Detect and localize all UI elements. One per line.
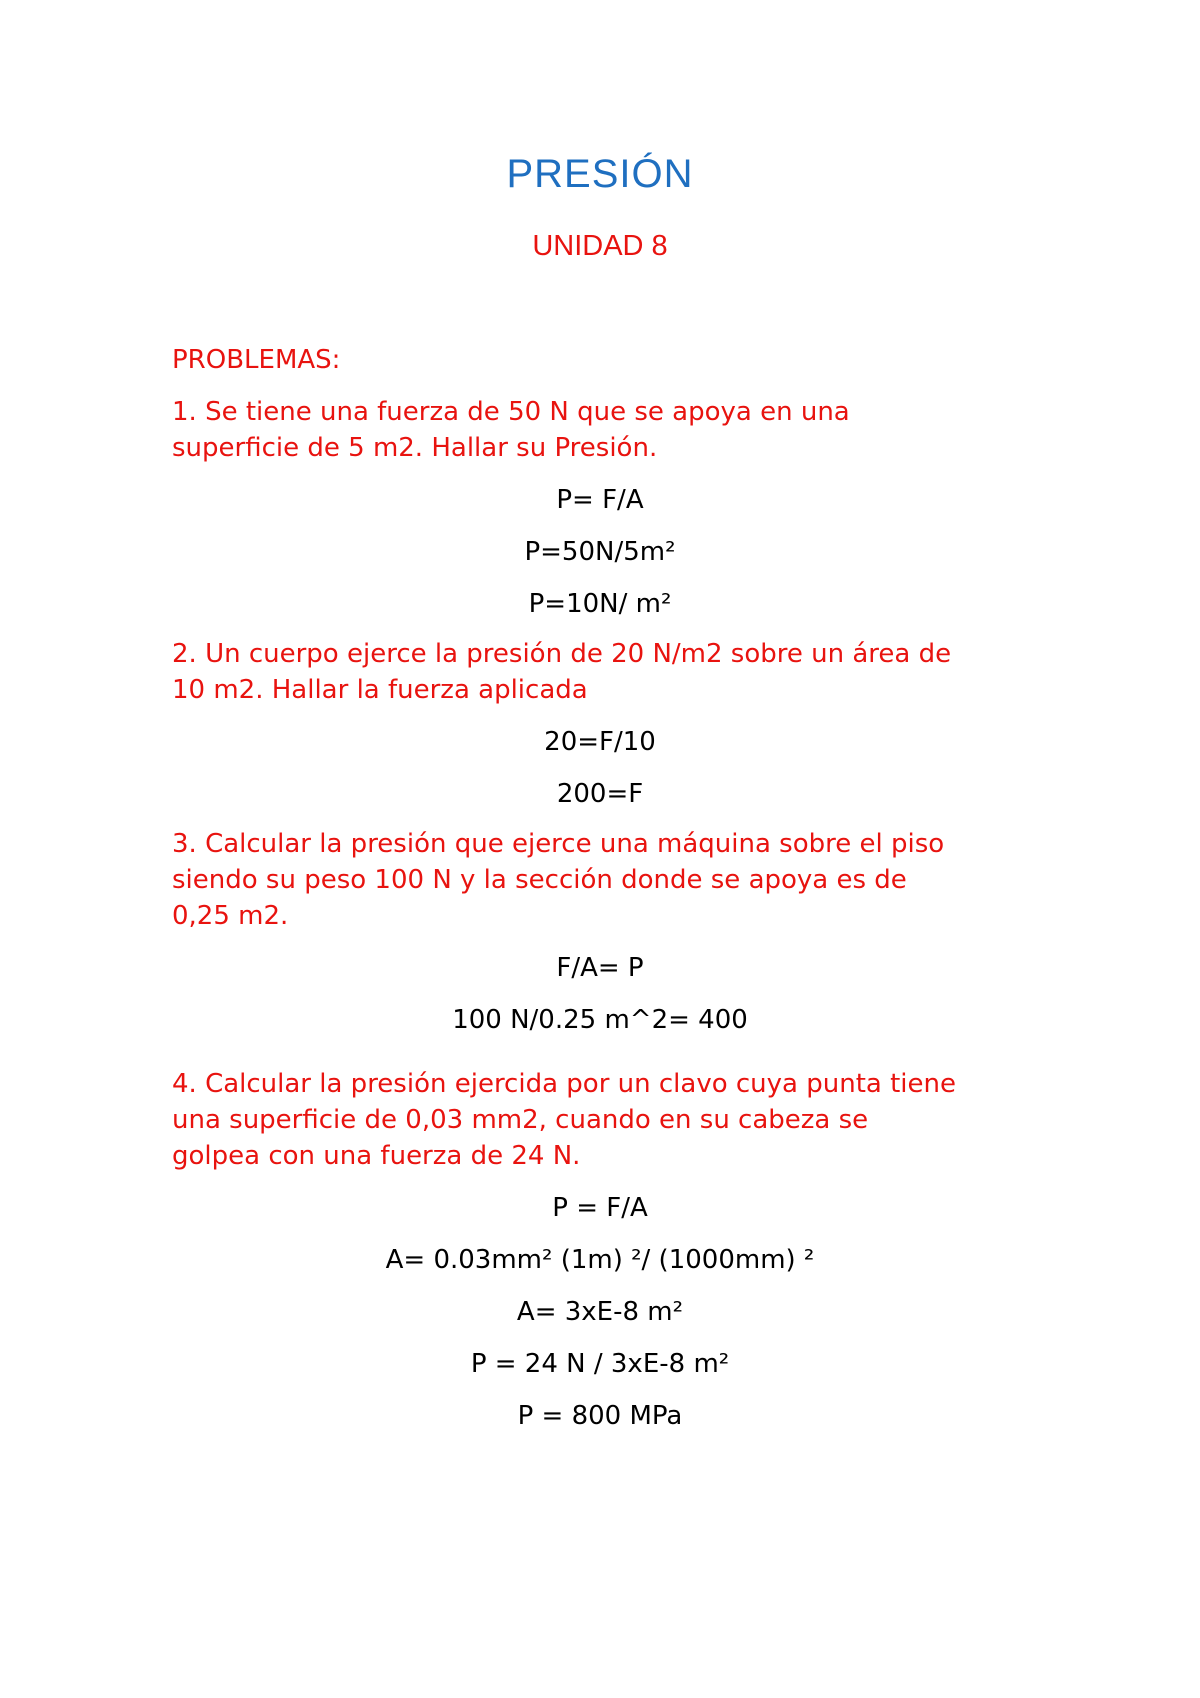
- problem-4-line-3: golpea con una fuerza de 24 N.: [172, 1141, 581, 1171]
- document-title: PRESIÓN: [506, 152, 694, 196]
- problem-4-equation-3: A= 3xE-8 m²: [516, 1297, 684, 1327]
- problem-4-line-2: una superficie de 0,03 mm2, cuando en su cabeza se: [172, 1105, 869, 1135]
- problem-2-line-1: 2. Un cuerpo ejerce la presión de 20 N/m2 sobre un área de: [172, 639, 952, 669]
- problem-1-equation-3: P=10N/ m²: [528, 589, 672, 619]
- problem-1-line-1: 1. Se tiene una fuerza de 50 N que se apoya en una: [172, 397, 850, 427]
- problem-3-statement: [172, 826, 1072, 934]
- problem-3-line-1: 3. Calcular la presión que ejerce una máquina sobre el piso: [172, 829, 945, 859]
- problem-2-line-2: 10 m2. Hallar la fuerza aplicada: [172, 675, 588, 705]
- problem-4-statement: [172, 1066, 1072, 1174]
- problem-4-equation-1: P = F/A: [552, 1193, 648, 1223]
- problem-3-line-2: siendo su peso 100 N y la sección donde se apoya es de: [172, 865, 907, 895]
- problem-4-equation-2: A= 0.03mm² (1m) ²/ (1000mm) ²: [385, 1245, 815, 1275]
- problem-1-equation-1: P= F/A: [556, 485, 644, 515]
- problem-4-equation-5: P = 800 MPa: [517, 1401, 683, 1431]
- problem-2-equation-1: 20=F/10: [544, 727, 656, 757]
- document-subtitle: UNIDAD 8: [532, 230, 668, 262]
- problem-1-line-2: superficie de 5 m2. Hallar su Presión.: [172, 433, 658, 463]
- section-heading: PROBLEMAS:: [172, 345, 341, 375]
- problem-1-statement: [172, 394, 1072, 466]
- problem-4-equation-4: P = 24 N / 3xE-8 m²: [470, 1349, 730, 1379]
- problem-3-line-3: 0,25 m2.: [172, 901, 289, 931]
- problem-3-equation-2: 100 N/0.25 m^2= 400: [452, 1005, 748, 1035]
- problem-3-equation-1: F/A= P: [556, 953, 644, 983]
- problem-4-line-1: 4. Calcular la presión ejercida por un clavo cuya punta tiene: [172, 1069, 956, 1099]
- problem-2-statement: [172, 636, 1072, 708]
- problem-2-equation-2: 200=F: [556, 779, 644, 809]
- problem-1-equation-2: P=50N/5m²: [524, 537, 676, 567]
